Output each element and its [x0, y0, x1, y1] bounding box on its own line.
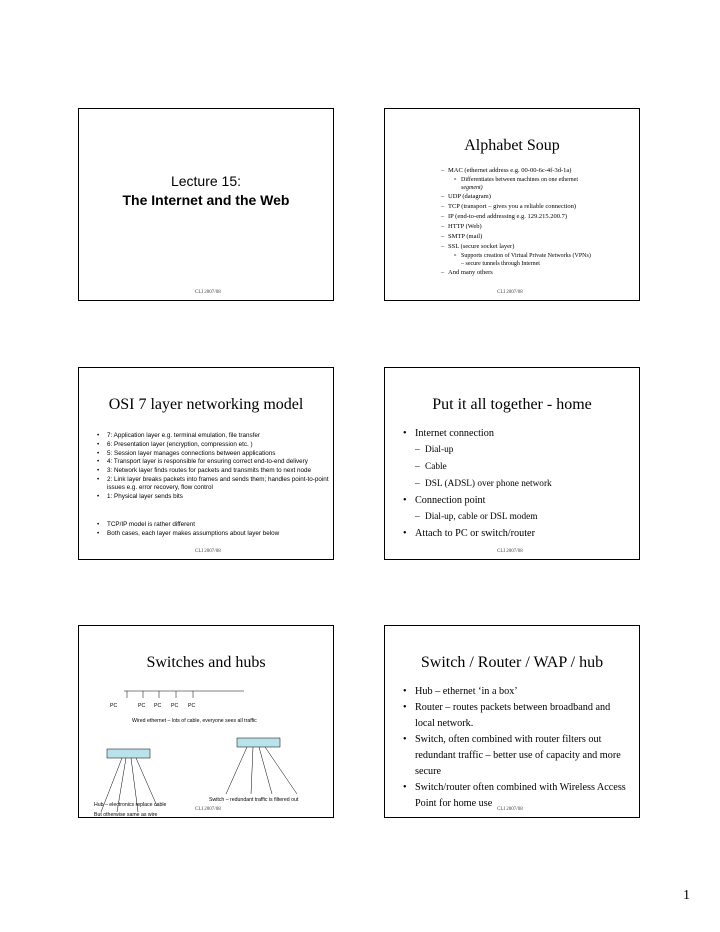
slide-1	[78, 108, 334, 301]
hub-box	[107, 749, 150, 758]
bullet-item: • Attach to PC or switch/router	[403, 528, 535, 539]
slide-footer: CLI 2007/08	[497, 549, 523, 554]
soup-item: – SMTP (mail)	[441, 233, 483, 240]
slide-footer: CLI 2007/08	[195, 807, 221, 812]
bullet-item: • Hub – ethernet ‘in a box’	[403, 686, 518, 697]
pc-label: PC	[154, 703, 162, 709]
devices-list	[403, 684, 627, 812]
pc-label: PC	[110, 703, 118, 709]
sub-item: – Dial-up, cable or DSL modem	[415, 512, 538, 522]
pc-label: PC	[188, 703, 196, 709]
bullet-item: • Internet connection	[403, 428, 494, 439]
soup-item: – MAC (ethernet address e.g. 00-00-6c-4f-3d-1a)	[441, 167, 572, 174]
slide-4	[384, 367, 640, 560]
page-number: 1	[683, 888, 690, 903]
switch-box	[237, 738, 280, 747]
soup-item: – And many others	[441, 269, 493, 276]
osi-item: • 6: Presentation layer (encryption, compression etc. )	[97, 440, 253, 448]
slide-6	[384, 625, 640, 818]
sub-item: – Cable	[415, 462, 447, 472]
hub-caption-2: But otherwise same as wire	[94, 812, 158, 818]
bullet-item: • Switch/router often combined with Wireless Access Point for home use	[403, 782, 626, 809]
soup-item: – HTTP (Web)	[441, 223, 482, 230]
slide-2	[384, 108, 640, 301]
sub-item: – Dial-up	[415, 445, 454, 455]
osi-item: • 2: Link layer breaks packets into frames and sends them; handles point-to-point issues e.g. error recovery, flow control	[97, 475, 329, 491]
bullet-item: • Connection point	[403, 495, 486, 506]
osi-item: • 4: Transport layer is responsible for ensuring correct end-to-end delivery	[97, 458, 308, 466]
osi-item: • 3: Network layer finds routes for packets and transmits them to next node	[97, 467, 312, 475]
slide-footer: CLI 2007/08	[497, 807, 523, 812]
pc-label: PC	[171, 703, 179, 709]
osi-item: • Both cases, each layer makes assumptions about layer below	[97, 529, 280, 537]
soup-item: – SSL (secure socket layer)	[441, 243, 515, 250]
pc-label: PC	[138, 703, 146, 709]
soup-item: – secure tunnels through Internet	[461, 261, 540, 267]
alphabet-soup-list	[441, 166, 637, 278]
slide-title: Alphabet Soup	[464, 137, 560, 154]
lecture-number: Lecture 15:	[170, 173, 242, 189]
soup-item: » Supports creation of Virtual Private Networks (VPNs)	[454, 253, 591, 259]
home-setup-list	[403, 426, 635, 542]
osi-item: • 5: Session layer manages connections between applications	[97, 449, 276, 457]
soup-item: – TCP (transport – gives you a reliable connection)	[441, 203, 577, 210]
hub-caption: Hub – electronics replace cable	[94, 802, 167, 808]
osi-layer-list	[97, 432, 329, 501]
osi-item: • 7: Application layer e.g. terminal emulation, file transfer	[97, 432, 260, 439]
osi-item: • 1: Physical layer sends bits	[97, 492, 183, 500]
lecture-title: The Internet and the Web	[122, 192, 290, 208]
bullet-item: • Router – routes packets between broadband and local network.	[403, 702, 611, 729]
slide-title: Switch / Router / WAP / hub	[420, 654, 604, 671]
bullet-item: • Switch, often combined with router filters out redundant traffic – better use of capacity and more secure	[403, 734, 621, 777]
slide-3	[78, 367, 334, 560]
wired-ethernet-caption: Wired ethernet – lots of cable, everyone sees all traffic	[132, 718, 257, 724]
switch-caption: Switch – redundant traffic is filtered out	[209, 797, 299, 803]
slide-footer: CLI 2007/08	[497, 290, 523, 295]
slide-title: OSI 7 layer networking model	[108, 396, 304, 413]
soup-item: » Differentiates between machines on one ethernet	[454, 177, 579, 183]
osi-item: • TCP/IP model is rather different	[97, 521, 195, 528]
soup-item: segment)	[461, 185, 483, 191]
sub-item: – DSL (ADSL) over phone network	[415, 479, 552, 489]
slide-5	[78, 625, 334, 818]
slide-title: Put it all together - home	[432, 396, 592, 413]
soup-item: – IP (end-to-end addressing e.g. 129.215.200.7)	[441, 213, 568, 220]
osi-notes-list	[97, 521, 329, 539]
slide-footer: CLI 2007/08	[195, 290, 221, 295]
soup-item: – UDP (datagram)	[441, 193, 491, 200]
slide-footer: CLI 2007/08	[195, 549, 221, 554]
slide-title: Switches and hubs	[146, 654, 266, 671]
